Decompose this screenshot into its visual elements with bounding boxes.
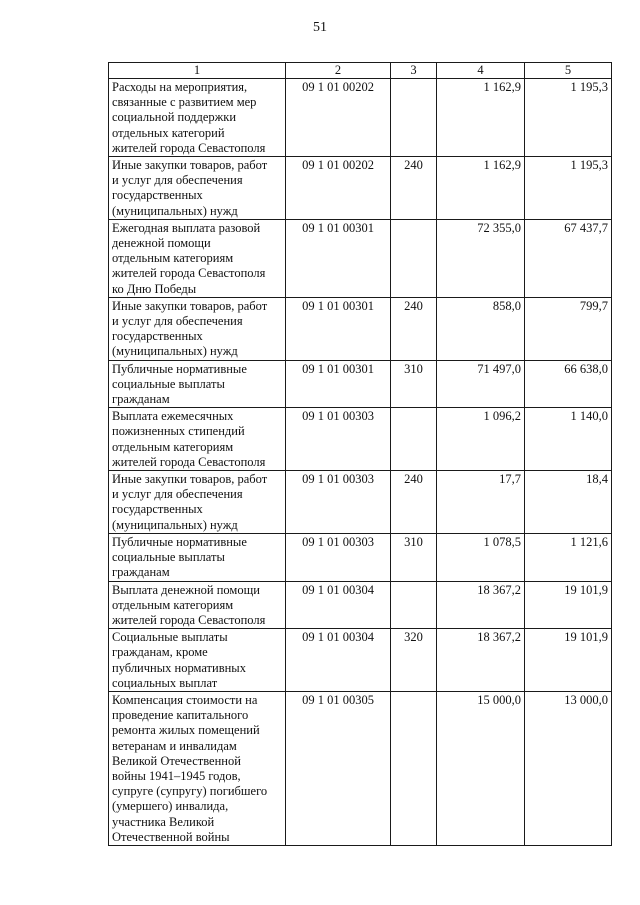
row-amount-2-cell: 19 101,9 (525, 629, 612, 692)
row-code-cell: 09 1 01 00301 (286, 297, 391, 360)
row-code-cell: 09 1 01 00202 (286, 79, 391, 157)
row-name-cell: Расходы на мероприятия, связанные с развитием мер социальной поддержки отдельных категорий жителей города Севастополя (109, 79, 286, 157)
row-type-cell: 240 (391, 471, 437, 534)
row-amount-1-cell: 1 078,5 (437, 533, 525, 581)
row-name-cell: Выплата денежной помощи отдельным категориям жителей города Севастополя (109, 581, 286, 629)
row-amount-2-cell: 1 140,0 (525, 408, 612, 471)
row-amount-2-cell: 19 101,9 (525, 581, 612, 629)
budget-table (108, 62, 612, 846)
row-name-cell: Иные закупки товаров, работ и услуг для обеспечения государственных (муниципальных) нужд (109, 157, 286, 220)
row-name-cell: Иные закупки товаров, работ и услуг для обеспечения государственных (муниципальных) нужд (109, 471, 286, 534)
row-code-cell: 09 1 01 00303 (286, 471, 391, 534)
column-header-code: 2 (286, 63, 391, 79)
row-code-cell: 09 1 01 00305 (286, 691, 391, 845)
row-amount-2-cell: 13 000,0 (525, 691, 612, 845)
row-amount-2-cell: 1 195,3 (525, 157, 612, 220)
row-type-cell (391, 691, 437, 845)
table-row (109, 360, 612, 408)
row-amount-1-cell: 15 000,0 (437, 691, 525, 845)
row-type-cell: 320 (391, 629, 437, 692)
column-header-name: 1 (109, 63, 286, 79)
table-row (109, 79, 612, 157)
row-name-cell: Социальные выплаты гражданам, кроме публичных нормативных социальных выплат (109, 629, 286, 692)
row-type-cell (391, 581, 437, 629)
row-amount-1-cell: 17,7 (437, 471, 525, 534)
table-row (109, 533, 612, 581)
table-row (109, 157, 612, 220)
row-amount-1-cell: 18 367,2 (437, 581, 525, 629)
row-name-cell: Публичные нормативные социальные выплаты гражданам (109, 360, 286, 408)
row-amount-1-cell: 71 497,0 (437, 360, 525, 408)
row-name-cell: Компенсация стоимости на проведение капитального ремонта жилых помещений ветеранам и инвалидам Великой Отечественной войны 1941–1945 годов, супруге (супругу) погибшего (умершего) инвалида, участника Великой Отечественной войны (109, 691, 286, 845)
row-amount-1-cell: 1 096,2 (437, 408, 525, 471)
page-number: 51 (313, 20, 327, 35)
row-type-cell: 310 (391, 360, 437, 408)
row-amount-1-cell: 72 355,0 (437, 219, 525, 297)
table-row (109, 297, 612, 360)
row-amount-1-cell: 1 162,9 (437, 79, 525, 157)
table-row (109, 691, 612, 845)
row-name-cell: Иные закупки товаров, работ и услуг для обеспечения государственных (муниципальных) нужд (109, 297, 286, 360)
row-amount-1-cell: 18 367,2 (437, 629, 525, 692)
row-type-cell (391, 219, 437, 297)
row-type-cell (391, 79, 437, 157)
table-row (109, 629, 612, 692)
row-type-cell (391, 408, 437, 471)
column-header-amount-1: 4 (437, 63, 525, 79)
row-type-cell: 240 (391, 297, 437, 360)
column-header-amount-2: 5 (525, 63, 612, 79)
row-code-cell: 09 1 01 00303 (286, 408, 391, 471)
row-code-cell: 09 1 01 00301 (286, 219, 391, 297)
row-name-cell: Выплата ежемесячных пожизненных стипендий отдельным категориям жителей города Севастополя (109, 408, 286, 471)
row-code-cell: 09 1 01 00304 (286, 629, 391, 692)
table-row (109, 471, 612, 534)
table-row (109, 408, 612, 471)
row-code-cell: 09 1 01 00301 (286, 360, 391, 408)
row-code-cell: 09 1 01 00304 (286, 581, 391, 629)
row-amount-2-cell: 66 638,0 (525, 360, 612, 408)
table-row (109, 581, 612, 629)
row-amount-1-cell: 1 162,9 (437, 157, 525, 220)
row-type-cell: 310 (391, 533, 437, 581)
column-header-type: 3 (391, 63, 437, 79)
row-amount-2-cell: 1 121,6 (525, 533, 612, 581)
row-name-cell: Ежегодная выплата разовой денежной помощи отдельным категориям жителей города Севастополя ко Дню Победы (109, 219, 286, 297)
row-amount-2-cell: 67 437,7 (525, 219, 612, 297)
row-type-cell: 240 (391, 157, 437, 220)
row-amount-2-cell: 799,7 (525, 297, 612, 360)
row-name-cell: Публичные нормативные социальные выплаты гражданам (109, 533, 286, 581)
row-code-cell: 09 1 01 00303 (286, 533, 391, 581)
row-amount-1-cell: 858,0 (437, 297, 525, 360)
header-row (109, 63, 612, 79)
row-amount-2-cell: 1 195,3 (525, 79, 612, 157)
table-row (109, 219, 612, 297)
row-code-cell: 09 1 01 00202 (286, 157, 391, 220)
row-amount-2-cell: 18,4 (525, 471, 612, 534)
